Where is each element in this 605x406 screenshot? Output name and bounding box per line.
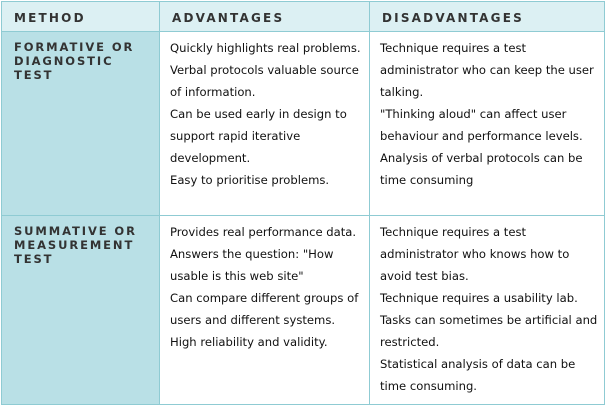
method-cell [2,216,160,405]
advantage-item: Verbal protocols valuable source of information. [170,63,359,99]
advantage-item: Answers the question: "How usable is this web site" [170,247,334,283]
advantage-item: Can compare different groups of users and different systems. [170,291,359,327]
advantages-cell [160,32,370,216]
advantage-item: Can be used early in design to support rapid iterative development. [170,107,347,165]
disadvantage-item: "Thinking aloud" can affect user behaviour and performance levels. [380,107,583,143]
disadvantage-item: Analysis of verbal protocols can be time consuming [380,151,583,187]
table-row-summative [2,216,605,405]
disadvantages-list [380,37,600,191]
header-row [2,2,605,32]
disadvantages-cell [370,216,605,405]
table-header [2,2,605,32]
method-cell [2,32,160,216]
table-row-formative [2,32,605,216]
advantages-list [170,37,365,191]
advantage-item: Quickly highlights real problems. [170,41,361,55]
methods-comparison-table [1,1,605,405]
comparison-table-container [1,1,604,404]
advantage-item: Easy to prioritise problems. [170,173,330,187]
method-name: FORMATIVE OR DIAGNOSTIC TEST [14,40,135,82]
header-disadvantages: DISADVANTAGES [370,2,605,32]
disadvantage-item: Statistical analysis of data can be time consuming. [380,357,576,393]
disadvantages-cell [370,32,605,216]
disadvantage-item: Tasks can sometimes be artificial and restricted. [380,313,598,349]
disadvantage-item: Technique requires a test administrator who can keep the user talking. [380,41,594,99]
advantages-list [170,221,365,353]
advantage-item: High reliability and validity. [170,335,328,349]
advantages-cell [160,216,370,405]
disadvantages-list [380,221,600,397]
advantage-item: Provides real performance data. [170,225,357,239]
method-name: SUMMATIVE OR MEASUREMENT TEST [14,224,137,266]
header-advantages: ADVANTAGES [160,2,370,32]
header-method: METHOD [2,2,160,32]
table-body [2,32,605,405]
disadvantage-item: Technique requires a test administrator who knows how to avoid test bias. [380,225,570,283]
disadvantage-item: Technique requires a usability lab. [380,291,578,305]
